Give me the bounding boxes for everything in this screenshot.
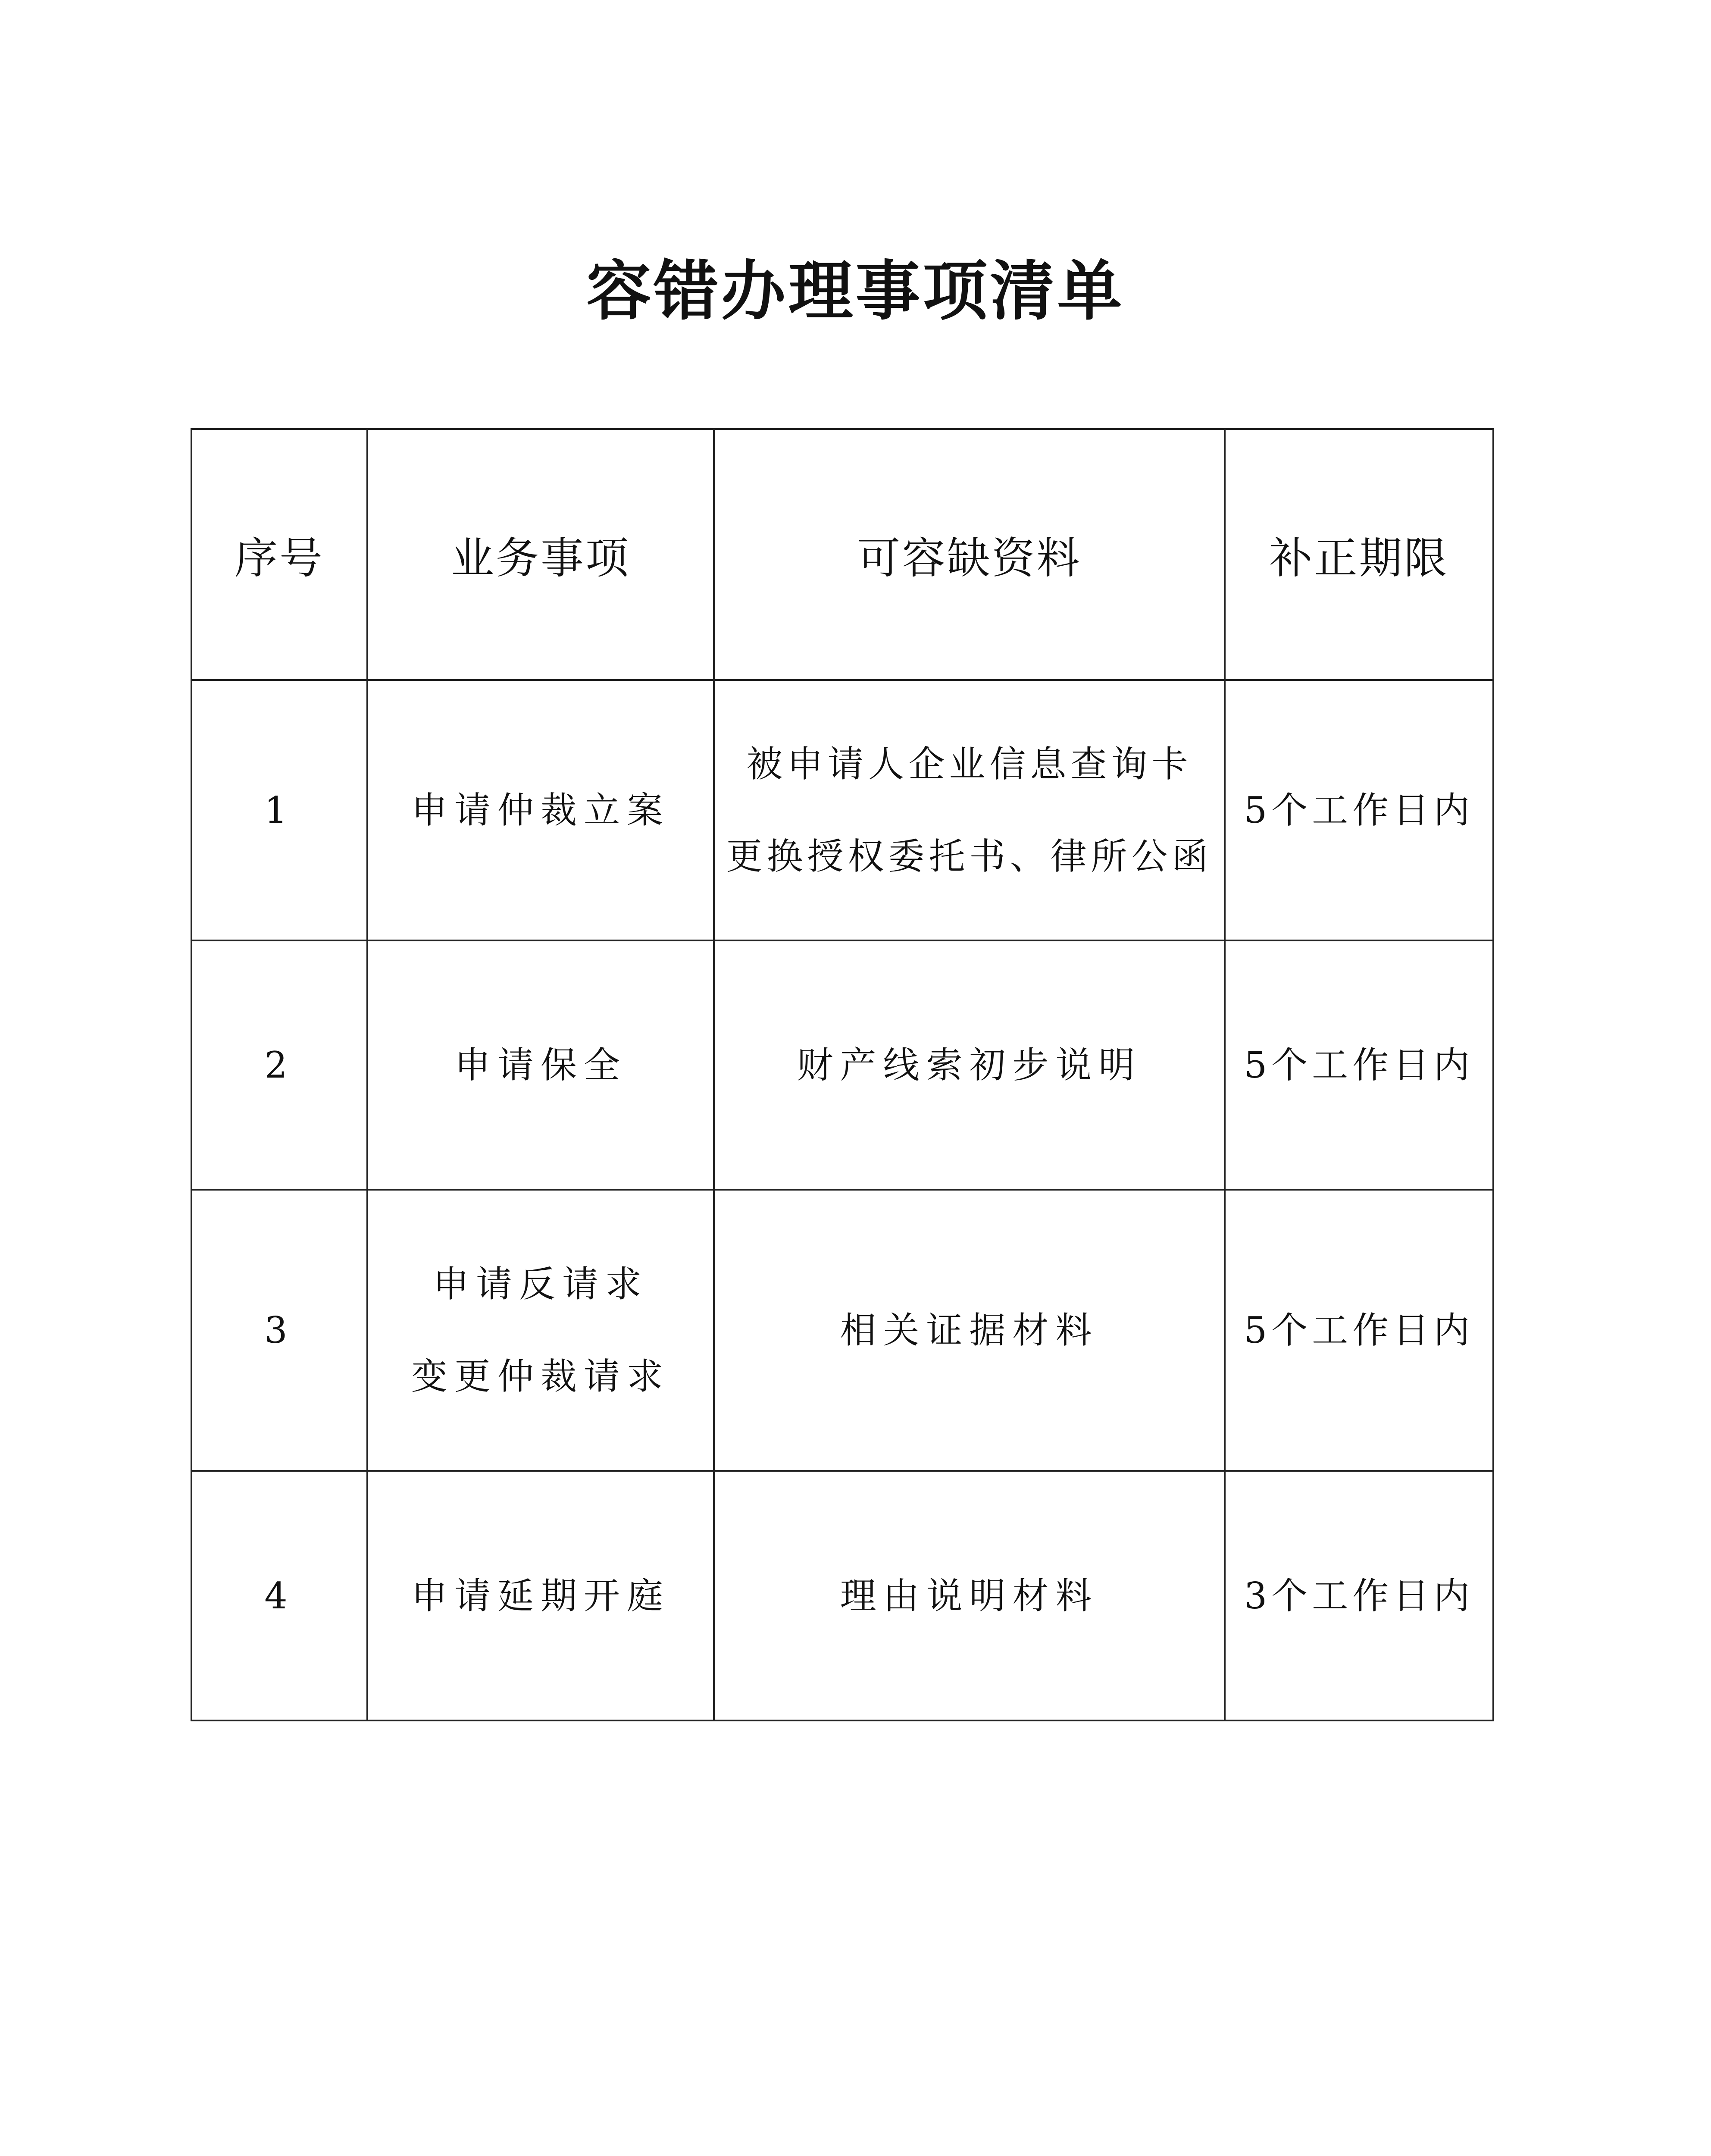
cell-materials (714, 940, 1225, 1190)
page-title: 容错办理事项清单 (586, 253, 1125, 329)
header-index: 序号 (191, 429, 367, 680)
business-line: 申请保全 (454, 1044, 627, 1086)
cell-business (367, 680, 714, 940)
business-line: 申请反请求 (432, 1263, 648, 1305)
table-header-row (191, 429, 1493, 680)
business-line: 变更仲裁请求 (411, 1355, 670, 1398)
cell-deadline: 5个工作日内 (1225, 680, 1493, 940)
materials-line: 相关证据材料 (840, 1309, 1099, 1351)
business-line: 申请仲裁立案 (411, 789, 670, 831)
business-line: 申请延期开庭 (411, 1574, 670, 1617)
table-row (191, 1471, 1493, 1720)
cell-deadline: 5个工作日内 (1225, 1190, 1493, 1471)
materials-line: 被申请人企业信息查询卡 (746, 743, 1192, 785)
header-business: 业务事项 (367, 429, 714, 680)
table-row (191, 940, 1493, 1190)
table-row (191, 680, 1493, 940)
cell-materials (714, 1471, 1225, 1720)
cell-deadline: 5个工作日内 (1225, 940, 1493, 1190)
cell-index: 4 (191, 1471, 367, 1720)
cell-business (367, 1471, 714, 1720)
table-row (191, 1190, 1493, 1471)
cell-business (367, 940, 714, 1190)
materials-line: 理由说明材料 (840, 1574, 1099, 1617)
cell-deadline: 3个工作日内 (1225, 1471, 1493, 1720)
header-materials: 可容缺资料 (714, 429, 1225, 680)
cell-materials (714, 1190, 1225, 1471)
cell-index: 3 (191, 1190, 367, 1471)
cell-index: 2 (191, 940, 367, 1190)
header-deadline: 补正期限 (1225, 429, 1493, 680)
items-table (191, 428, 1494, 1721)
cell-business (367, 1190, 714, 1471)
cell-materials (714, 680, 1225, 940)
materials-line: 财产线索初步说明 (797, 1044, 1142, 1086)
materials-line: 更换授权委托书、律所公函 (726, 835, 1213, 877)
cell-index: 1 (191, 680, 367, 940)
